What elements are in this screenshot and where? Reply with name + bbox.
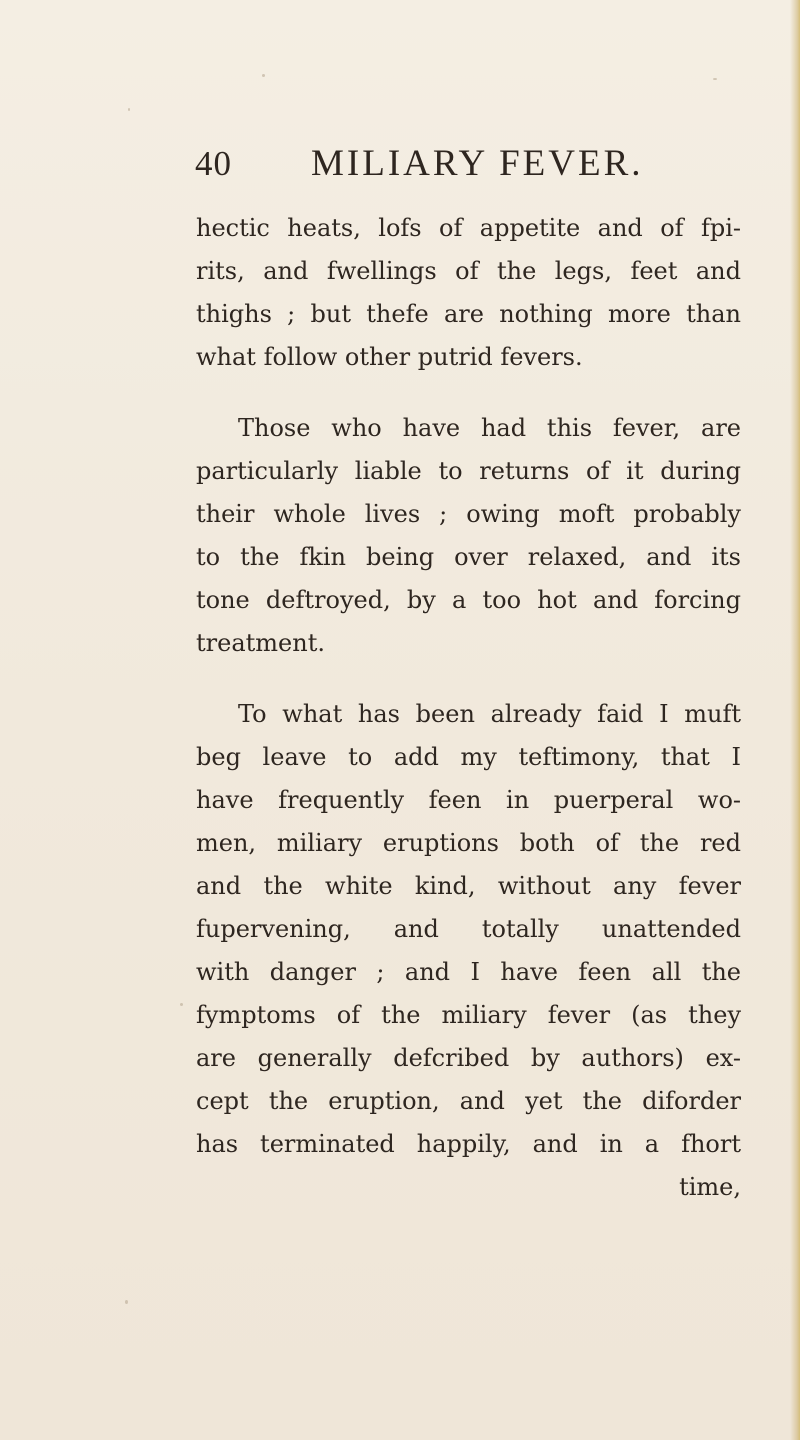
text-line: with danger ; and I have feen all the xyxy=(196,958,741,986)
text-line: to the fkin being over relaxed, and its xyxy=(196,543,741,571)
catchword: time, xyxy=(679,1173,741,1201)
text-line: To what has been already faid I muft xyxy=(238,700,741,728)
text-line: and the white kind, without any fever xyxy=(196,872,741,900)
running-head: MILIARY FEVER. xyxy=(311,143,644,184)
paper-speck xyxy=(713,78,717,80)
text-line: thighs ; but thefe are nothing more than xyxy=(196,300,741,328)
text-line: hectic heats, lofs of appetite and of fpi- xyxy=(196,214,741,242)
text-line: rits, and fwellings of the legs, feet and xyxy=(196,257,741,285)
page-number: 40 xyxy=(195,144,232,183)
text-line: fymptoms of the miliary fever (as they xyxy=(196,1001,741,1029)
text-line: particularly liable to returns of it during xyxy=(196,457,741,485)
text-line: their whole lives ; owing moft probably xyxy=(196,500,741,528)
paper-speck xyxy=(180,1003,183,1006)
text-line: has terminated happily, and in a fhort xyxy=(196,1130,741,1158)
paper-speck xyxy=(128,108,130,111)
paragraph-1 xyxy=(196,207,741,379)
text-line: Those who have had this fever, are xyxy=(238,414,741,442)
text-line: what follow other putrid fevers. xyxy=(196,343,583,371)
text-line: cept the eruption, and yet the diforder xyxy=(196,1087,741,1115)
text-line: treatment. xyxy=(196,629,325,657)
body-text xyxy=(196,207,741,1209)
paper-speck xyxy=(262,74,265,77)
text-line: are generally defcribed by authors) ex- xyxy=(196,1044,741,1072)
paragraph-3 xyxy=(196,693,741,1209)
text-line: fupervening, and totally unattended xyxy=(196,915,741,943)
text-line: tone deftroyed, by a too hot and forcing xyxy=(196,586,741,614)
page-edge-shadow xyxy=(790,0,800,1440)
page-header xyxy=(195,142,665,192)
text-line: men, miliary eruptions both of the red xyxy=(196,829,741,857)
text-line: have frequently feen in puerperal wo- xyxy=(196,786,741,814)
paragraph-2 xyxy=(196,407,741,665)
text-line: beg leave to add my teftimony, that I xyxy=(196,743,741,771)
paper-speck xyxy=(125,1300,128,1304)
